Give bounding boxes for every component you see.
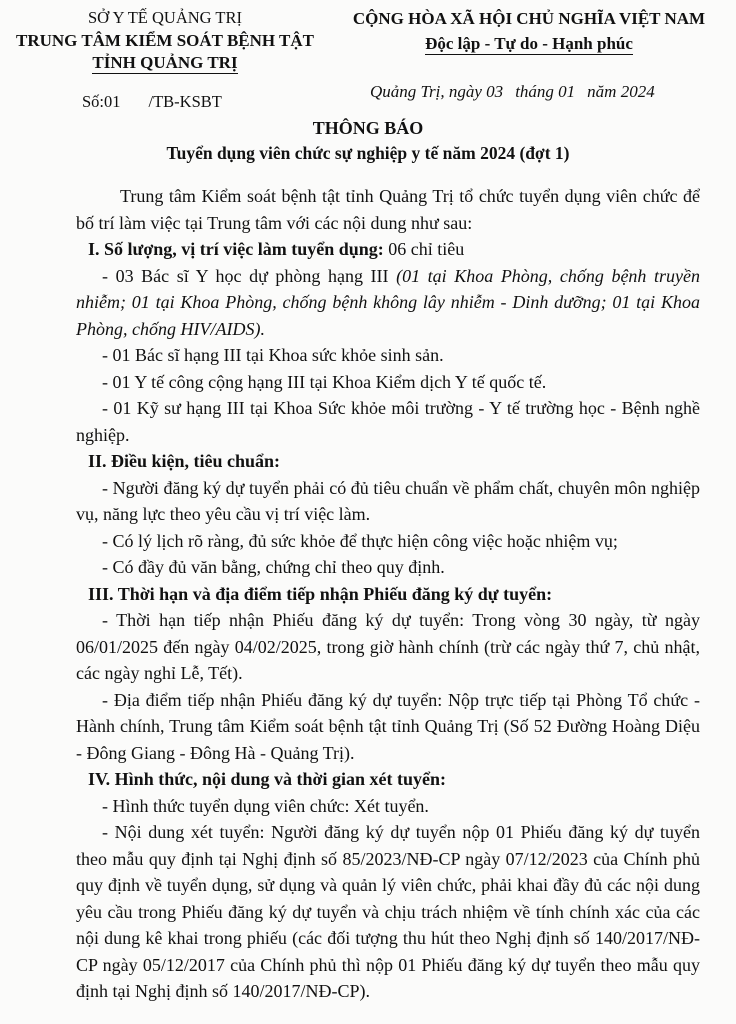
section-1-item: - 01 Y tế công cộng hạng III tại Khoa Kiểm dịch Y tế quốc tế. <box>102 371 547 392</box>
section-1-heading-text: I. Số lượng, vị trí việc làm tuyển dụng: <box>88 239 384 259</box>
section-3-item: - Địa điểm tiếp nhận Phiếu đăng ký dự tuyển: Nộp trực tiếp tại Phòng Tổ chức - Hành chính, Trung tâm Kiểm soát bệnh tật tỉnh Quảng Trị (Số 52 Đường Hoàng Diệu - Đông Giang - Đông Hà - Quảng Trị). <box>76 689 700 763</box>
section-2-item: - Có lý lịch rõ ràng, đủ sức khỏe để thực hiện công việc hoặc nhiệm vụ; <box>102 530 618 551</box>
section-1-item: - 01 Bác sĩ hạng III tại Khoa sức khỏe sinh sản. <box>102 345 444 365</box>
document-subtitle: Tuyển dụng viên chức sự nghiệp y tế năm 2024 (đợt 1) <box>166 143 570 163</box>
intro-paragraph: Trung tâm Kiểm soát bệnh tật tỉnh Quảng Trị tổ chức tuyển dụng viên chức để bố trí làm việc tại Trung tâm với các nội dung như sau: <box>76 186 700 233</box>
number-code: /TB-KSBT <box>148 92 222 111</box>
section-1-heading <box>76 236 700 263</box>
section-1-item-1-text: - 03 Bác sĩ Y học dự phòng hạng III <box>102 265 397 286</box>
document-title: THÔNG BÁO <box>312 118 424 138</box>
section-2-item: - Người đăng ký dự tuyển phải có đủ tiêu chuẩn về phẩm chất, chuyên môn nghiệp vụ, năng lực theo yêu cầu vị trí việc làm. <box>76 477 700 524</box>
document-body <box>76 183 700 1005</box>
province-name <box>0 53 330 73</box>
center-name: TRUNG TÂM KIỂM SOÁT BỆNH TẬT <box>15 31 315 50</box>
province-name-text: TỈNH QUẢNG TRỊ <box>92 53 238 72</box>
date-month: tháng 01 <box>515 82 576 101</box>
issue-date <box>370 82 655 102</box>
date-year: năm 2024 <box>587 82 655 101</box>
section-3-heading: III. Thời hạn và địa điểm tiếp nhận Phiếu đăng ký dự tuyển: <box>88 583 553 604</box>
ministry-name: SỞ Y TẾ QUẢNG TRỊ <box>87 8 242 27</box>
section-4-item: - Nội dung xét tuyển: Người đăng ký dự tuyển nộp 01 Phiếu đăng ký dự tuyển theo mẫu quy định tại Nghị định số 85/2023/NĐ-CP ngày 07/12/2023 của Chính phủ quy định về tuyển dụng, sử dụng và quản lý viên chức, phải khai đầy đủ các nội dung yêu cầu trong Phiếu đăng ký dự tuyển và chịu trách nhiệm về tính chính xác của các nội dung kê khai trong phiếu (các đối tượng thu hút theo Nghị định số 140/2017/NĐ-CP ngày 05/12/2017 của Chính phủ thì nộp 01 Phiếu đăng ký dự tuyển theo mẫu quy định tại Nghị định số 140/2017/NĐ-CP). <box>76 822 700 1001</box>
section-4-heading: IV. Hình thức, nội dung và thời gian xét tuyển: <box>88 769 447 789</box>
section-2-heading: II. Điều kiện, tiêu chuẩn: <box>88 451 281 471</box>
section-1-heading-value: 06 chỉ tiêu <box>383 239 465 259</box>
section-1-item: - 01 Kỹ sư hạng III tại Khoa Sức khỏe môi trường - Y tế trường học - Bệnh nghề nghiệp. <box>76 398 700 445</box>
national-motto-text: Độc lập - Tự do - Hạnh phúc <box>425 34 633 53</box>
nation-name: CỘNG HÒA XÃ HỘI CHỦ NGHĨA VIỆT NAM <box>352 9 706 28</box>
date-place: Quảng Trị, ngày 03 <box>370 82 504 101</box>
section-3-item: - Thời hạn tiếp nhận Phiếu đăng ký dự tuyển: Trong vòng 30 ngày, từ ngày 06/01/2025 đến ngày 04/02/2025, trong giờ hành chính (trừ các ngày thứ 7, chủ nhật, các ngày nghỉ Lễ, Tết). <box>76 610 700 683</box>
section-1-item-1-detail: (01 tại Khoa Phòng, chống bệnh truyền nhiễm; 01 tại Khoa Phòng, chống bệnh không lây nhiễm - Dinh dưỡng; 01 tại Khoa Phòng, chống HIV/AIDS). <box>76 265 700 339</box>
number-label: Số:01 <box>82 92 121 111</box>
document-number <box>82 92 222 112</box>
section-1-item <box>76 263 700 343</box>
section-2-item: - Có đầy đủ văn bằng, chứng chỉ theo quy định. <box>102 557 445 577</box>
national-motto <box>322 34 736 54</box>
section-4-item: - Hình thức tuyển dụng viên chức: Xét tuyển. <box>102 795 429 816</box>
